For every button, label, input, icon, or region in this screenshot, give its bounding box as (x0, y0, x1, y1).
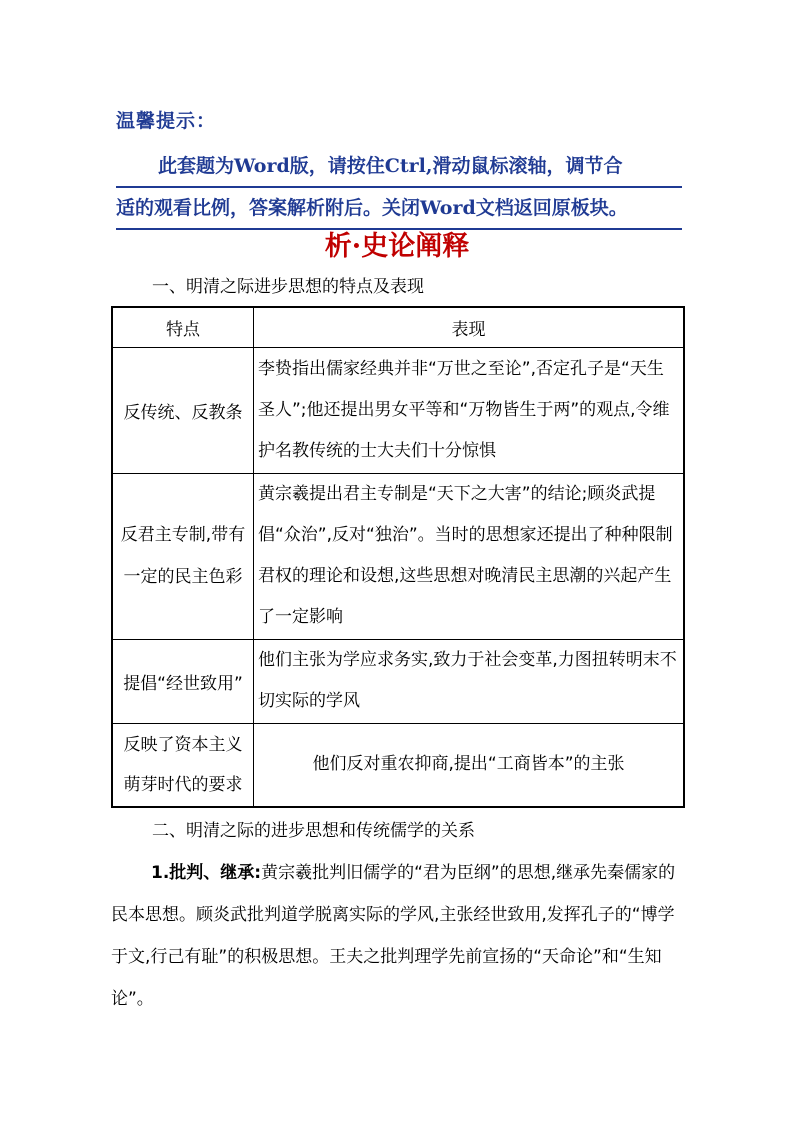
feature-cell: 反君主专制,带有一定的民主色彩 (112, 473, 254, 639)
features-table (111, 306, 685, 808)
detail-cell: 他们反对重农抑商,提出“工商皆本”的主张 (254, 723, 685, 807)
detail-cell: 李贽指出儒家经典并非“万世之至论”,否定孔子是“天生圣人”;他还提出男女平等和“万物皆生于两”的观点,令维护名教传统的士大夫们十分惊惧 (254, 347, 685, 473)
table-row (112, 347, 684, 473)
feature-cell: 反传统、反教条 (112, 347, 254, 473)
paragraph-label: 1.批判、继承: (151, 863, 262, 883)
detail-cell: 他们主张为学应求务实,致力于社会变革,力图扭转明末不切实际的学风 (254, 639, 685, 723)
table-row (112, 473, 684, 639)
tip-title: 温馨提示： (116, 110, 217, 132)
table-row (112, 723, 684, 807)
tip-line-2: 适的观看比例，答案解析附后。关闭Word文档返回原板块。 (116, 188, 682, 230)
header-feature: 特点 (112, 307, 254, 347)
table-row (112, 639, 684, 723)
header-detail: 表现 (254, 307, 685, 347)
heading-2: 二、明清之际的进步思想和传统儒学的关系 (152, 821, 475, 841)
feature-cell: 提倡“经世致用” (112, 639, 254, 723)
paragraph-1 (111, 852, 687, 1020)
section-title: 析·史论阐释 (324, 231, 470, 262)
feature-cell: 反映了资本主义萌芽时代的要求 (112, 723, 254, 807)
table-header-row (112, 307, 684, 347)
tip-line-1: 此套题为Word版，请按住Ctrl,滑动鼠标滚轴，调节合 (116, 146, 682, 188)
paragraph-text: 黄宗羲批判旧儒学的“君为臣纲”的思想,继承先秦儒家的民本思想。顾炎武批判道学脱离实际的学风,主张经世致用,发挥孔子的“博学于文,行己有耻”的积极思想。王夫之批判理学先前宣扬的“天命论”和“生知论”。 (111, 863, 676, 1009)
heading-1: 一、明清之际进步思想的特点及表现 (152, 277, 424, 297)
tip-body (116, 146, 682, 230)
detail-cell: 黄宗羲提出君主专制是“天下之大害”的结论;顾炎武提倡“众治”,反对“独治”。当时的思想家还提出了种种限制君权的理论和设想,这些思想对晚清民主思潮的兴起产生了一定影响 (254, 473, 685, 639)
